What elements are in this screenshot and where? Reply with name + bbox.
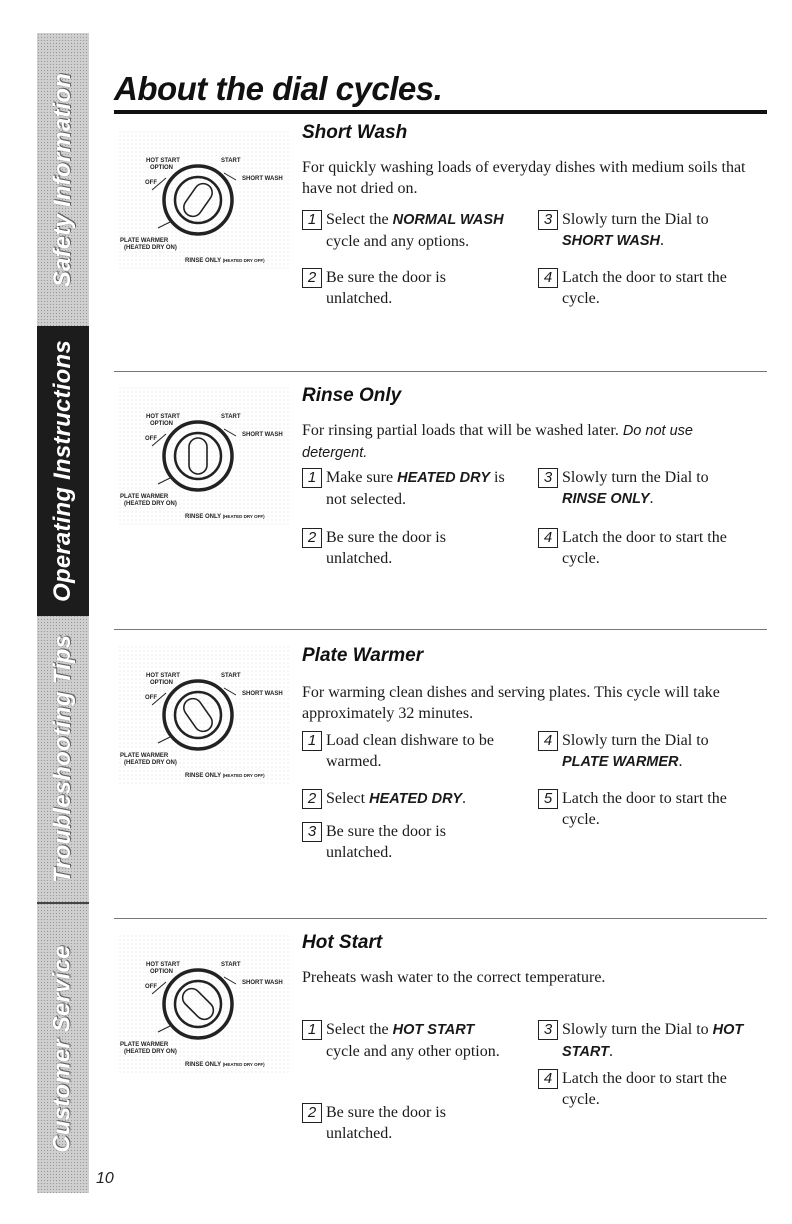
tab-label: Safety Information <box>49 72 77 287</box>
step-number: 3 <box>302 822 322 842</box>
dial-label: OFF <box>145 180 157 186</box>
tab-safety-information[interactable] <box>37 33 89 326</box>
step-text: Slowly turn the Dial to PLATE WARMER. <box>562 732 709 770</box>
dial-label: (HEATED DRY ON) <box>124 245 177 251</box>
step-text: Slowly turn the Dial to RINSE ONLY. <box>562 469 709 507</box>
step-number: 2 <box>302 528 322 548</box>
step-text: Be sure the door is unlatched. <box>326 1104 446 1142</box>
dial-illustration-hot-start <box>118 934 290 1074</box>
dial-label: SHORT WASH <box>242 980 283 986</box>
step-number: 4 <box>538 731 558 751</box>
step-item <box>302 1019 502 1062</box>
dial-label: HOT START <box>146 414 180 420</box>
step-number: 4 <box>538 1069 558 1089</box>
page-title: About the dial cycles. <box>114 70 443 107</box>
dial-label: RINSE ONLY (HEATED DRY OFF) <box>185 258 265 264</box>
tab-customer-service[interactable] <box>37 904 89 1193</box>
dial-label: PLATE WARMER <box>120 494 169 500</box>
step-item <box>302 730 502 772</box>
step-text: Select the NORMAL WASH cycle and any options. <box>326 211 504 250</box>
step-item <box>302 467 512 510</box>
dial-label: OFF <box>145 695 157 701</box>
step-number: 3 <box>538 210 558 230</box>
step-text: Slowly turn the Dial to HOT START. <box>562 1021 744 1060</box>
dial-label: RINSE ONLY (HEATED DRY OFF) <box>185 773 265 779</box>
dial-label: OFF <box>145 984 157 990</box>
description-note: Do not use detergent. <box>302 423 693 461</box>
step-item <box>538 788 748 830</box>
dial-label: OPTION <box>150 421 174 427</box>
tab-label: Troubleshooting Tips <box>49 634 77 884</box>
dial-illustration-short-wash <box>118 130 290 270</box>
dial-label: START <box>221 414 241 420</box>
dial-label: PLATE WARMER <box>120 753 169 759</box>
step-item <box>302 788 512 810</box>
dial-label: RINSE ONLY (HEATED DRY OFF) <box>185 1062 265 1068</box>
step-number: 2 <box>302 268 322 288</box>
step-item <box>538 267 748 309</box>
section-title-plate-warmer: Plate Warmer <box>302 645 424 666</box>
step-number: 1 <box>302 731 322 751</box>
step-item <box>538 1019 748 1063</box>
section-title-short-wash: Short Wash <box>302 122 408 143</box>
dial-label: (HEATED DRY ON) <box>124 501 177 507</box>
step-text: Be sure the door is unlatched. <box>326 269 446 307</box>
tab-troubleshooting-tips[interactable] <box>37 616 89 902</box>
tab-operating-instructions[interactable] <box>37 326 89 616</box>
dial-label: PLATE WARMER <box>120 238 169 244</box>
step-number: 4 <box>538 268 558 288</box>
dial-label: OPTION <box>150 680 174 686</box>
dial-label: HOT START <box>146 673 180 679</box>
step-number: 1 <box>302 468 322 488</box>
step-item <box>302 527 482 569</box>
step-text: Be sure the door is unlatched. <box>326 529 446 567</box>
step-item <box>538 209 748 252</box>
dial-label: HOT START <box>146 962 180 968</box>
step-text: Latch the door to start the cycle. <box>562 1070 727 1108</box>
step-number: 2 <box>302 789 322 809</box>
step-item <box>538 730 748 773</box>
dial-label: RINSE ONLY (HEATED DRY OFF) <box>185 514 265 520</box>
section-divider <box>114 629 767 630</box>
dial-label: START <box>221 673 241 679</box>
section-title-rinse-only: Rinse Only <box>302 385 402 406</box>
dial-label: HOT START <box>146 158 180 164</box>
dial-label: OPTION <box>150 165 174 171</box>
step-text: Select HEATED DRY. <box>326 790 467 807</box>
dial-label: OFF <box>145 436 157 442</box>
step-text: Latch the door to start the cycle. <box>562 529 727 567</box>
step-item <box>538 1068 748 1110</box>
step-number: 3 <box>538 468 558 488</box>
tab-label: Customer Service <box>49 944 77 1153</box>
step-item <box>302 1102 472 1144</box>
step-number: 5 <box>538 789 558 809</box>
dial-label: PLATE WARMER <box>120 1042 169 1048</box>
step-item <box>302 821 482 863</box>
tab-label: Operating Instructions <box>49 340 77 602</box>
dial-illustration-plate-warmer <box>118 645 290 785</box>
step-number: 1 <box>302 1020 322 1040</box>
step-text: Slowly turn the Dial to SHORT WASH. <box>562 211 709 249</box>
step-text: Latch the door to start the cycle. <box>562 790 727 828</box>
step-text: Be sure the door is unlatched. <box>326 823 446 861</box>
dial-label: START <box>221 158 241 164</box>
dial-label: SHORT WASH <box>242 691 283 697</box>
step-text: Latch the door to start the cycle. <box>562 269 727 307</box>
section-divider <box>114 918 767 919</box>
step-item <box>302 209 512 252</box>
step-number: 3 <box>538 1020 558 1040</box>
section-description: Preheats wash water to the correct temperature. <box>302 969 606 986</box>
title-rule <box>114 110 767 114</box>
step-number: 2 <box>302 1103 322 1123</box>
section-divider <box>114 371 767 372</box>
page-number: 10 <box>96 1170 114 1187</box>
dial-label: START <box>221 962 241 968</box>
step-text: Load clean dishware to be warmed. <box>326 732 494 770</box>
step-number: 4 <box>538 528 558 548</box>
dial-label: SHORT WASH <box>242 432 283 438</box>
step-text: Select the HOT START cycle and any other option. <box>326 1021 500 1060</box>
dial-label: SHORT WASH <box>242 176 283 182</box>
section-title-hot-start: Hot Start <box>302 932 383 953</box>
step-text: Make sure HEATED DRY is not selected. <box>326 469 505 508</box>
section-description: For quickly washing loads of everyday dishes with medium soils that have not dried on. <box>302 159 746 197</box>
step-item <box>538 467 748 510</box>
section-description: For rinsing partial loads that will be washed later. Do not use detergent. <box>302 422 693 461</box>
step-number: 1 <box>302 210 322 230</box>
dial-label: (HEATED DRY ON) <box>124 1049 177 1055</box>
step-item <box>302 267 472 309</box>
section-description: For warming clean dishes and serving plates. This cycle will take approximately 32 minutes. <box>302 684 720 722</box>
dial-label: (HEATED DRY ON) <box>124 760 177 766</box>
step-item <box>538 527 748 569</box>
dial-illustration-rinse-only <box>118 386 290 526</box>
dial-label: OPTION <box>150 969 174 975</box>
